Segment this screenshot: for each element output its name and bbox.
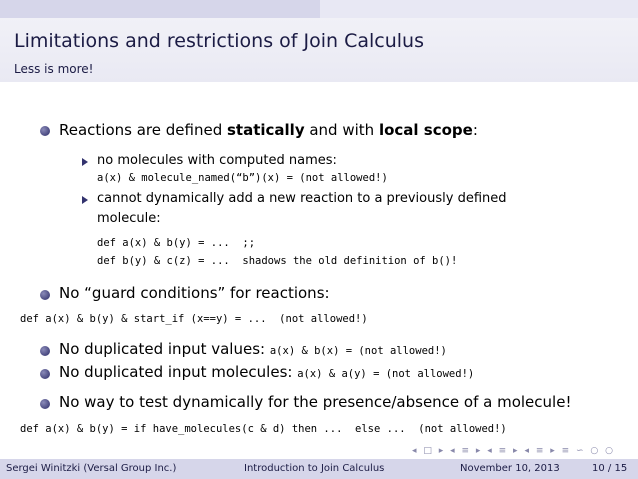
bullet2-text: No “guard conditions” for reactions: [59,284,330,302]
bullet-icon [40,399,50,409]
bullet1-bold-statically: statically [226,121,305,139]
footer-date: November 10, 2013 [460,463,560,474]
bullet-icon [40,346,50,356]
sub2-code1: def a(x) & b(y) = ... ;; [97,237,256,249]
bullet4-text: No duplicated input molecules: [59,363,298,381]
beamer-navigation-icons[interactable]: ◂ □ ▸ ◂ ≡ ▸ ◂ ≡ ▸ ◂ ≡ ▸ ≡ ∽ ○ ○ [412,446,615,456]
slide-subtitle: Less is more! [14,62,94,76]
slide-footer [0,459,638,479]
sub-bullet-icon [82,196,88,204]
bullet1-text-a: Reactions are defined [59,121,227,139]
bullet5-text: No way to test dynamically for the presence/absence of a molecule! [59,393,572,411]
sub1-text: no molecules with computed names: [97,153,337,168]
sub1-code: a(x) & molecule_named(“b”)(x) = (not allowed!) [97,172,388,184]
sub2-line1: cannot dynamically add a new reaction to a previously defined [97,191,507,206]
sub2-code2: def b(y) & c(z) = ... shadows the old definition of b()! [97,255,458,267]
bullet4-line [59,363,474,381]
sub-bullet-icon [82,158,88,166]
footer-talk-title: Introduction to Join Calculus [244,463,385,474]
bullet-icon [40,369,50,379]
sub2-line2: molecule: [97,211,161,226]
bullet3-text: No duplicated input values: [59,340,270,358]
bullet-icon [40,126,50,136]
top-band-segment [0,0,320,18]
bullet4-code: a(x) & a(y) = (not allowed!) [297,368,475,380]
footer-author: Sergei Winitzki (Versal Group Inc.) [6,463,177,474]
slide-title: Limitations and restrictions of Join Calculus [14,30,425,52]
bullet2-code: def a(x) & b(y) & start_if (x==y) = ... (not allowed!) [20,313,368,325]
bullet1-text-b: and with [304,121,379,139]
bullet5-code: def a(x) & b(y) = if have_molecules(c & d) then ... else ... (not allowed!) [20,423,507,435]
bullet-icon [40,290,50,300]
top-band [0,0,638,18]
bullet3-code: a(x) & b(x) = (not allowed!) [269,345,447,357]
bullet1-text [59,121,478,139]
footer-page-number: 10 / 15 [592,463,628,474]
bullet1-bold-local-scope: local scope [378,121,473,139]
bullet1-text-c: : [472,121,478,139]
bullet3-line [59,340,447,358]
